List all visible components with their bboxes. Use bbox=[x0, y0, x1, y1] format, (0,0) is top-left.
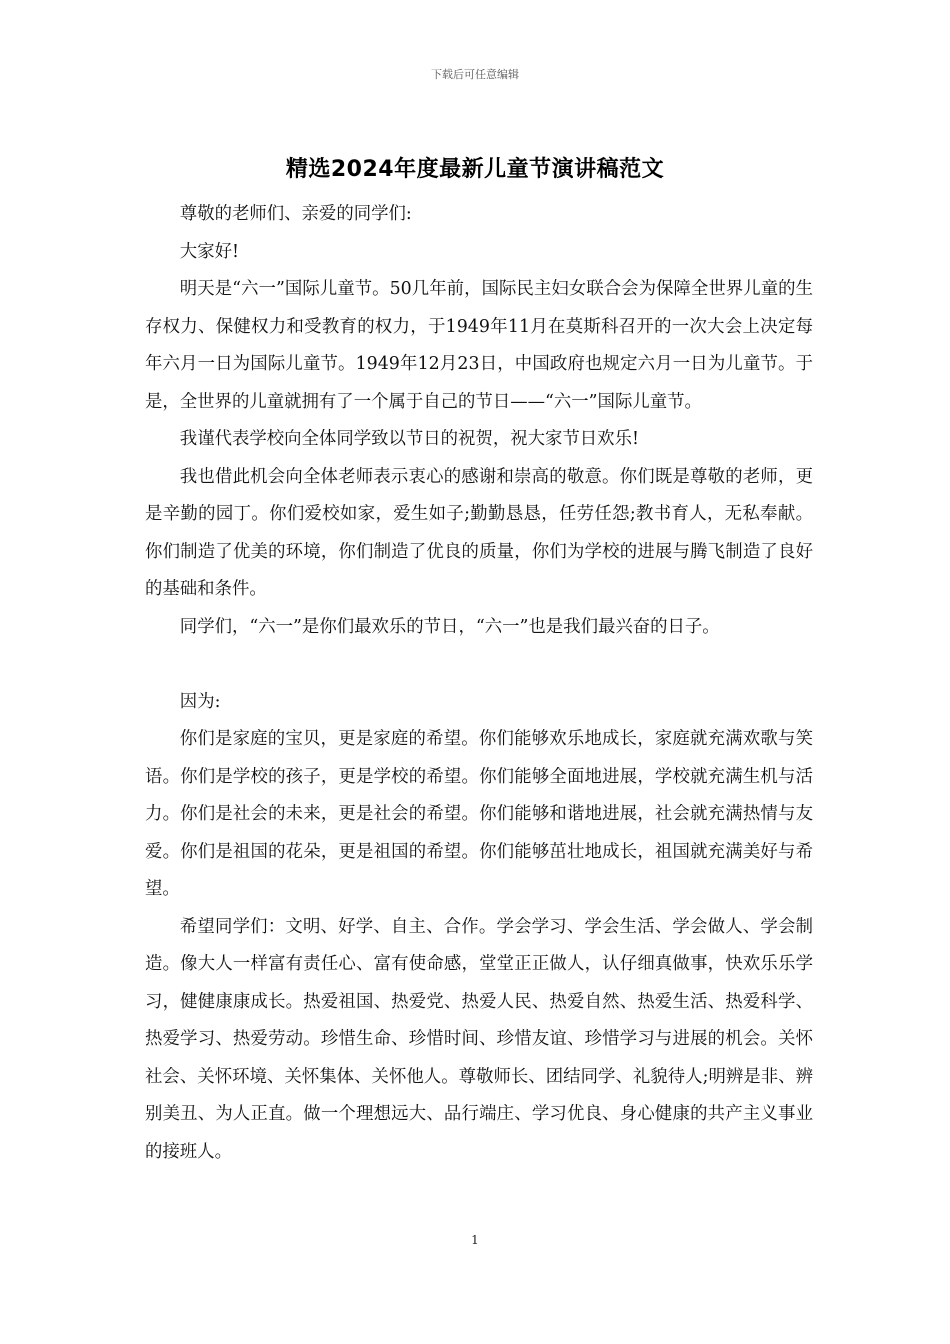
page-number: 1 bbox=[471, 1233, 479, 1247]
body-paragraph: 因为: bbox=[179, 691, 221, 712]
document-title: 精选2024年度最新儿童节演讲稿范文 bbox=[285, 157, 665, 182]
body-paragraph: 我也借此机会向全体老师表示衷心的感谢和崇高的敬意。你们既是尊敬的老师，更是辛勤的园丁。你们爱校如家，爱生如子;勤勤恳恳，任劳任怨;教书育人，无私奉献。你们制造了优美的环境，你们制造了优良的质量，你们为学校的进展与腾飞制造了良好的基础和条件。 bbox=[145, 466, 813, 599]
body-paragraph: 我谨代表学校向全体同学致以节日的祝贺，祝大家节日欢乐! bbox=[179, 429, 639, 449]
body-paragraph: 希望同学们：文明、好学、自主、合作。学会学习、学会生活、学会做人、学会制造。像大人一样富有责任心、富有使命感，堂堂正正做人，认仔细真做事，快欢乐乐学习，健健康康成长。热爱祖国、热爱党、热爱人民、热爱自然、热爱生活、热爱科学、热爱学习、热爱劳动。珍惜生命、珍惜时间、珍惜友谊、珍惜学习与进展的机会。关怀社会、关怀环境、关怀集体、关怀他人。尊敬师长、团结同学、礼貌待人;明辨是非、辨别美丑、为人正直。做一个理想远大、品行端庄、学习优良、身心健康的共产主义事业的接班人。 bbox=[145, 916, 813, 1162]
header-note: 下载后可任意编辑 bbox=[431, 68, 519, 81]
salutation-paragraph: 尊敬的老师们、亲爱的同学们: bbox=[179, 204, 412, 224]
body-paragraph: 明天是“六一”国际儿童节。50几年前，国际民主妇女联合会为保障全世界儿童的生存权力、保健权力和受教育的权力，于1949年11月在莫斯科召开的一次大会上决定每年六月一日为国际儿童节。1949年12月23日，中国政府也规定六月一日为儿童节。于是，全世界的儿童就拥有了一个属于自己的节日——“六一”国际儿童节。 bbox=[145, 279, 813, 412]
document-body bbox=[145, 196, 813, 1171]
greeting-paragraph: 大家好! bbox=[179, 241, 239, 262]
body-paragraph: 你们是家庭的宝贝，更是家庭的希望。你们能够欢乐地成长，家庭就充满欢歌与笑语。你们是学校的孩子，更是学校的希望。你们能够全面地进展，学校就充满生机与活力。你们是社会的未来，更是社会的希望。你们能够和谐地进展，社会就充满热情与友爱。你们是祖国的花朵，更是祖国的希望。你们能够茁壮地成长，祖国就充满美好与希望。 bbox=[145, 729, 813, 899]
body-paragraph: 同学们，“六一”是你们最欢乐的节日，“六一”也是我们最兴奋的日子。 bbox=[179, 616, 720, 637]
